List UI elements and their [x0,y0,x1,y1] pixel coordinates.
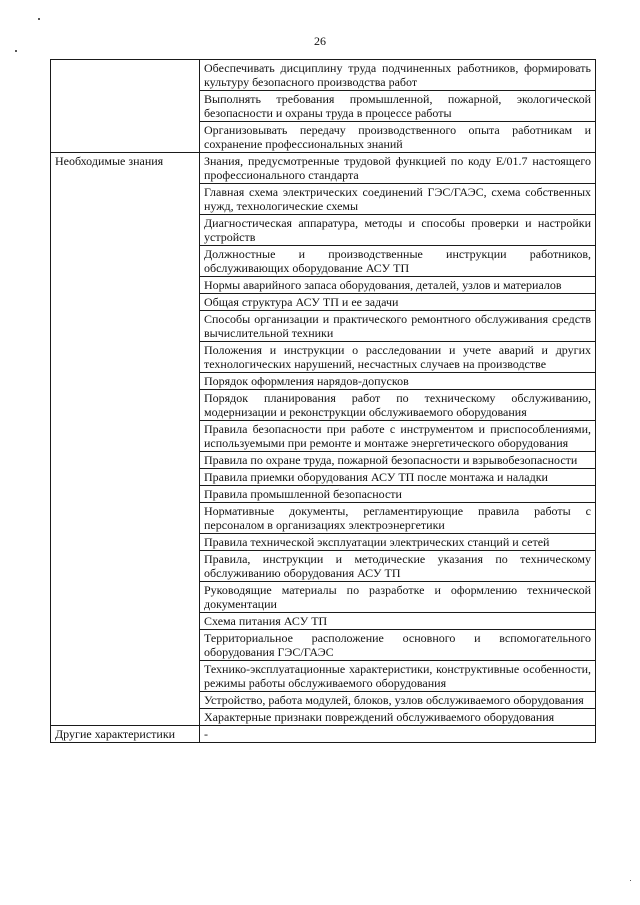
requirement-item: Диагностическая аппаратура, методы и способы проверки и настройки устройств [200,215,596,246]
requirement-item: Территориальное расположение основного и вспомогательного оборудования ГЭС/ГАЭС [200,630,596,661]
requirement-item: Устройство, работа модулей, блоков, узлов обслуживаемого оборудования [200,692,596,709]
requirement-item: Схема питания АСУ ТП [200,613,596,630]
requirement-item: Правила приемки оборудования АСУ ТП после монтажа и наладки [200,469,596,486]
table-row [51,153,596,184]
requirement-item: Способы организации и практического ремонтного обслуживания средств вычислительной техники [200,311,596,342]
requirement-item: Руководящие материалы по разработке и оформлению технической документации [200,582,596,613]
requirement-item: Правила безопасности при работе с инструментом и приспособлениями, используемыми при ремонте и монтаже энергетического оборудования [200,421,596,452]
row-label: Необходимые знания [51,153,200,726]
table-row [51,60,596,91]
requirement-item: Нормативные документы, регламентирующие правила работы с персоналом в организациях электроэнергетики [200,503,596,534]
requirement-item: Выполнять требования промышленной, пожарной, экологической безопасности и охраны труда в процессе работы [200,91,596,122]
requirements-table [50,59,596,743]
requirement-item: Общая структура АСУ ТП и ее задачи [200,294,596,311]
requirement-item: Правила технической эксплуатации электрических станций и сетей [200,534,596,551]
row-label [51,60,200,153]
requirement-item: - [200,726,596,743]
requirement-item: Технико-эксплуатационные характеристики, конструктивные особенности, режимы работы обслуживаемого оборудования [200,661,596,692]
page-number: 26 [314,34,326,48]
scan-speck [38,18,40,20]
scan-speck [15,50,17,52]
requirement-item: Главная схема электрических соединений ГЭС/ГАЭС, схема собственных нужд, технологические схемы [200,184,596,215]
requirement-item: Обеспечивать дисциплину труда подчиненных работников, формировать культуру безопасного производства работ [200,60,596,91]
requirement-item: Правила по охране труда, пожарной безопасности и взрывобезопасности [200,452,596,469]
requirement-item: Порядок планирования работ по техническому обслуживанию, модернизации и реконструкции обслуживаемого оборудования [200,390,596,421]
requirement-item: Положения и инструкции о расследовании и учете аварий и других технологических нарушений, несчастных случаев на производстве [200,342,596,373]
requirement-item: Характерные признаки повреждений обслуживаемого оборудования [200,709,596,726]
requirement-item: Правила промышленной безопасности [200,486,596,503]
requirement-item: Знания, предусмотренные трудовой функцией по коду E/01.7 настоящего профессионального стандарта [200,153,596,184]
table-row [51,726,596,743]
requirement-item: Правила, инструкции и методические указания по техническому обслуживанию оборудования АСУ ТП [200,551,596,582]
requirement-item: Должностные и производственные инструкции работников, обслуживающих оборудование АСУ ТП [200,246,596,277]
table-body [51,60,596,743]
requirement-item: Нормы аварийного запаса оборудования, деталей, узлов и материалов [200,277,596,294]
row-label: Другие характеристики [51,726,200,743]
requirement-item: Организовывать передачу производственного опыта работникам и сохранение профессиональных знаний [200,122,596,153]
requirement-item: Порядок оформления нарядов-допусков [200,373,596,390]
scan-speck [630,880,631,881]
